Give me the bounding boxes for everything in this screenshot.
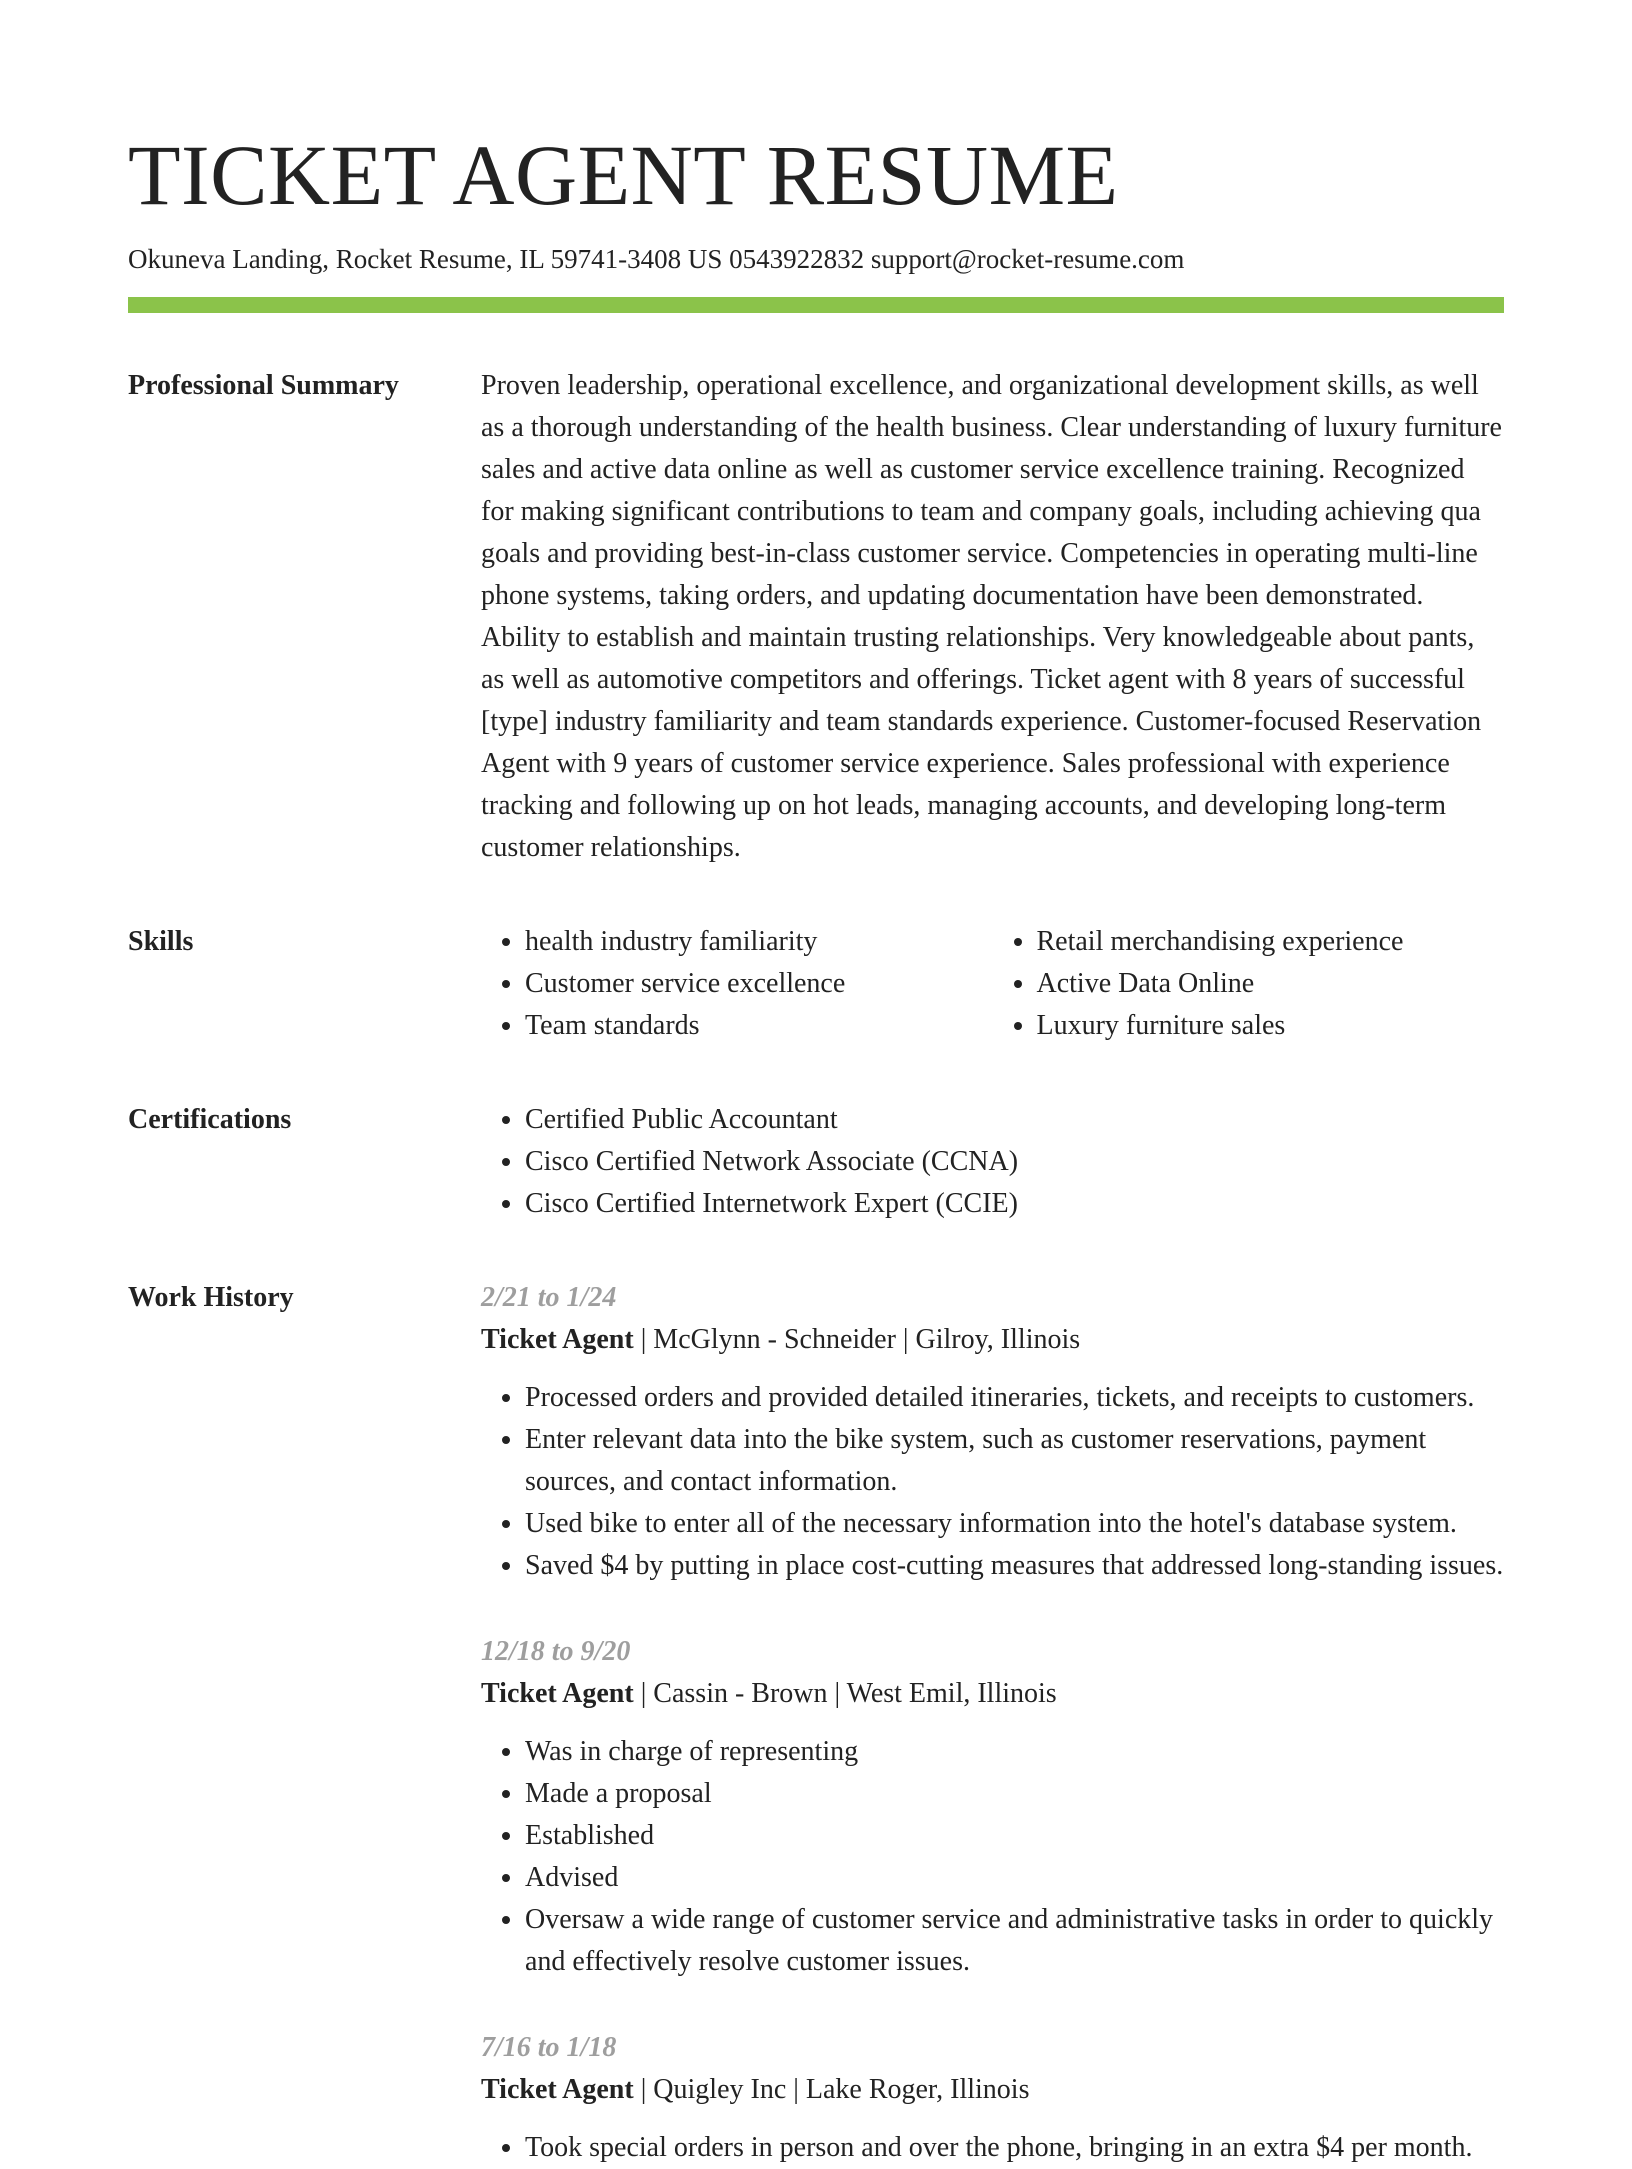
accent-divider <box>128 297 1504 313</box>
skill-item: • Customer service excellence <box>525 963 993 1005</box>
certification-item: • Certified Public Accountant <box>525 1099 1504 1141</box>
skill-item: • Team standards <box>525 1005 993 1047</box>
skill-item: • Active Data Online <box>1037 963 1505 1005</box>
section-label-summary: Professional Summary <box>128 370 399 402</box>
work-history-body <box>481 1277 1504 2169</box>
skill-item: • health industry familiarity <box>525 921 993 963</box>
summary-body <box>481 365 1504 869</box>
section-label-work-history: Work History <box>128 1282 294 1314</box>
job-entry <box>481 1277 1504 1587</box>
summary-section <box>128 365 1504 869</box>
job-bullet: • Oversaw a wide range of customer service and administrative tasks in order to quickly and effectively resolve customer issues. <box>525 1899 1504 1983</box>
job-bullet: • Processed orders and provided detailed itineraries, tickets, and receipts to customers. <box>525 1377 1504 1419</box>
job-bullets <box>481 1377 1504 1587</box>
skills-list-right <box>993 921 1505 1047</box>
certifications-list <box>481 1099 1504 1225</box>
certification-item: • Cisco Certified Network Associate (CCNA) <box>525 1141 1504 1183</box>
job-role: Ticket Agent <box>481 1678 634 1710</box>
section-label-skills: Skills <box>128 926 194 958</box>
job-bullet: • Was in charge of representing <box>525 1731 1504 1773</box>
job-date: 7/16 to 1/18 <box>481 2032 617 2064</box>
job-employer-location: | Cassin - Brown | West Emil, Illinois <box>633 1678 1057 1710</box>
job-entry <box>481 1631 1504 1983</box>
job-employer-location: | Quigley Inc | Lake Roger, Illinois <box>633 2074 1030 2106</box>
job-bullet: • Enter relevant data into the bike system, such as customer reservations, payment sources, and contact information. <box>525 1419 1504 1503</box>
certification-item: • Cisco Certified Internetwork Expert (CCIE) <box>525 1183 1504 1225</box>
work-history-section <box>128 1277 1504 2169</box>
job-heading <box>481 2069 1504 2111</box>
job-heading <box>481 1319 1504 1361</box>
job-employer-location: | McGlynn - Schneider | Gilroy, Illinois <box>633 1324 1081 1356</box>
resume-title: TICKET AGENT RESUME <box>128 127 1119 223</box>
job-bullet: • Established <box>525 1815 1504 1857</box>
job-date: 12/18 to 9/20 <box>481 1636 631 1668</box>
job-entry <box>481 2027 1504 2169</box>
job-bullet: • Advised <box>525 1857 1504 1899</box>
job-date: 2/21 to 1/24 <box>481 1282 617 1314</box>
job-bullet: • Used bike to enter all of the necessary information into the hotel's database system. <box>525 1503 1504 1545</box>
section-label-certifications: Certifications <box>128 1104 292 1136</box>
job-heading <box>481 1673 1504 1715</box>
job-role: Ticket Agent <box>481 1324 634 1356</box>
job-role: Ticket Agent <box>481 2074 634 2106</box>
certifications-body <box>481 1099 1504 1225</box>
contact-line: Okuneva Landing, Rocket Resume, IL 59741-3408 US 0543922832 support@rocket-resume.com <box>128 244 1185 274</box>
skills-section <box>128 921 1504 1047</box>
job-bullet: • Took special orders in person and over the phone, bringing in an extra $4 per month. <box>525 2127 1504 2169</box>
summary-text: Proven leadership, operational excellence, and organizational development skills, as well as a thorough understanding of the health business. Clear understanding of luxury furniture sales and active data online as well as customer service excellence training. Recognized for making significant contributions to team and company goals, including achieving qua goals and providing best-in-class customer service. Competencies in operating multi-line phone systems, taking orders, and updating documentation have been demonstrated. Ability to establish and maintain trusting relationships. Very knowledgeable about pants, as well as automotive competitors and offerings. Ticket agent with 8 years of successful [type] industry familiarity and team standards experience. Customer-focused Reservation Agent with 9 years of customer service experience. Sales professional with experience tracking and following up on hot leads, managing accounts, and developing long-term customer relationships. <box>481 370 1502 864</box>
job-bullet: • Made a proposal <box>525 1773 1504 1815</box>
skill-item: • Retail merchandising experience <box>1037 921 1505 963</box>
certifications-section <box>128 1099 1504 1225</box>
job-bullet: • Saved $4 by putting in place cost-cutting measures that addressed long-standing issues. <box>525 1545 1504 1587</box>
skills-list-left <box>481 921 993 1047</box>
job-bullets <box>481 1731 1504 1983</box>
skill-item: • Luxury furniture sales <box>1037 1005 1505 1047</box>
skills-grid <box>481 921 1504 1047</box>
job-bullets <box>481 2127 1504 2169</box>
